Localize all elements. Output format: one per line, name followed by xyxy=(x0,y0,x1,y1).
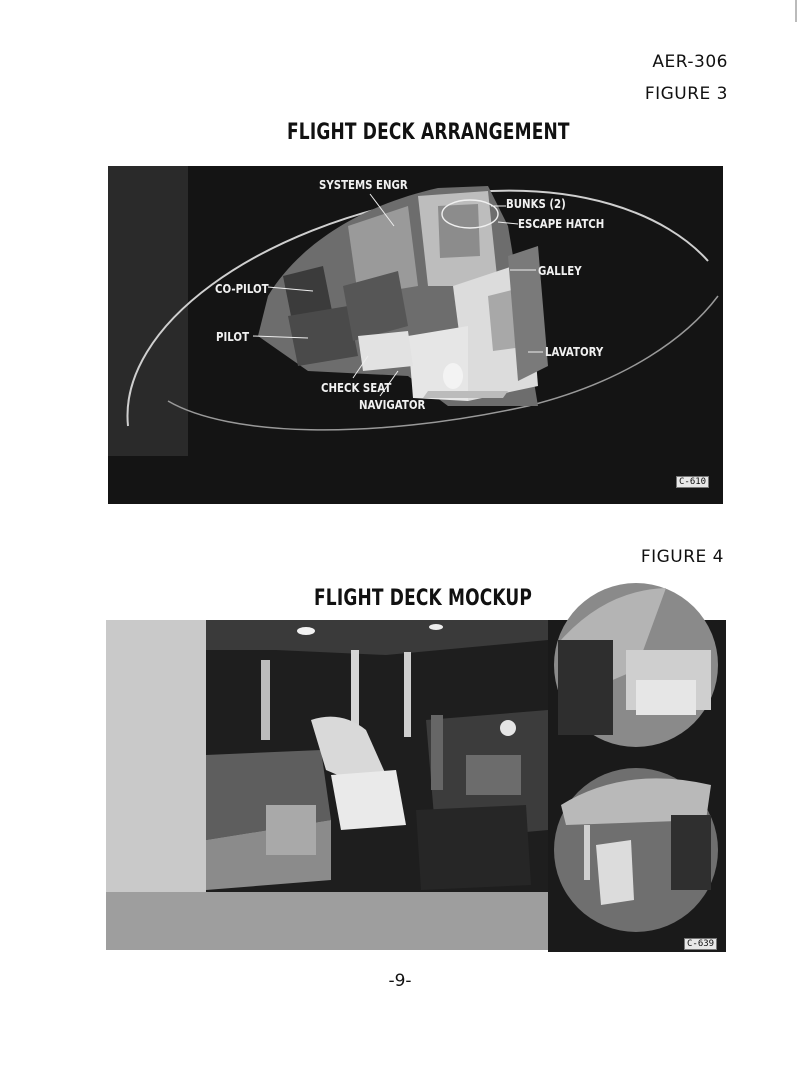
mockup-photograph xyxy=(106,580,726,952)
label-check-seat: CHECK SEAT xyxy=(321,381,392,395)
document-id: AER-306 xyxy=(652,52,728,72)
figure-3-label: FIGURE 3 xyxy=(644,84,728,104)
flight-deck-mockup-figure xyxy=(106,580,726,952)
cutaway-illustration xyxy=(108,166,723,504)
label-bunks: BUNKS (2) xyxy=(506,197,566,211)
label-escape-hatch: ESCAPE HATCH xyxy=(518,217,605,231)
photo-code-c610: C-610 xyxy=(676,476,709,488)
figure-4-title: FLIGHT DECK MOCKUP xyxy=(314,586,533,611)
label-lavatory: LAVATORY xyxy=(545,345,604,359)
figure-4-label: FIGURE 4 xyxy=(640,547,724,567)
figure-3-title: FLIGHT DECK ARRANGEMENT xyxy=(287,120,570,145)
page-number: -9- xyxy=(388,971,412,991)
flight-deck-arrangement-figure xyxy=(108,166,723,504)
label-systems-engr: SYSTEMS ENGR xyxy=(319,178,408,192)
label-navigator: NAVIGATOR xyxy=(359,398,426,412)
scan-edge-mark xyxy=(795,0,797,22)
photo-code-c639: C-639 xyxy=(684,938,717,950)
label-co-pilot: CO-PILOT xyxy=(215,282,269,296)
label-galley: GALLEY xyxy=(538,264,582,278)
label-pilot: PILOT xyxy=(216,330,250,344)
